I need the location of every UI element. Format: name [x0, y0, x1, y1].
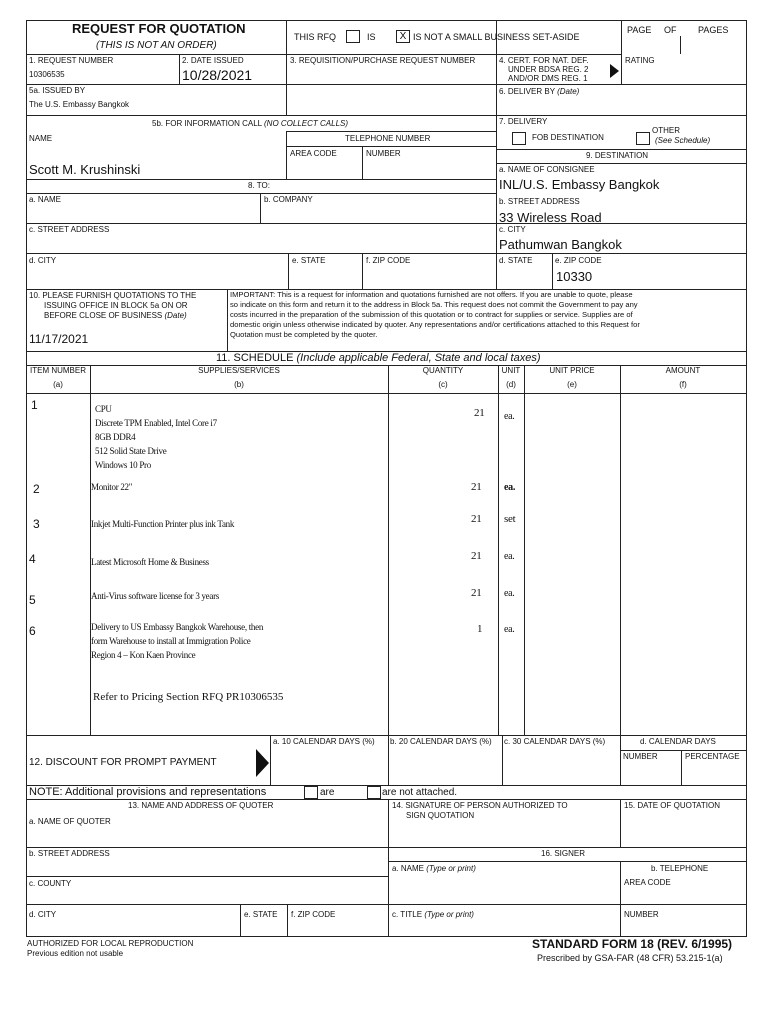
schedule-title: 11. SCHEDULE (Include applicable Federal, State and local taxes) [216, 352, 541, 364]
cert-arrow-icon [610, 64, 619, 78]
date-of-quotation-label: 15. DATE OF QUOTATION [624, 801, 721, 810]
to-city-label: d. CITY [29, 256, 57, 265]
this-rfq-label: THIS RFQ [294, 32, 336, 42]
date-issued-value[interactable]: 10/28/2021 [182, 67, 253, 83]
dest-city-label: c. CITY [499, 225, 526, 234]
signer-telephone-label: b. TELEPHONE [651, 864, 709, 873]
see-schedule-label: (See Schedule) [655, 136, 711, 145]
discount-30-days: c. 30 CALENDAR DAYS (%) [504, 737, 606, 746]
signer-number-label: NUMBER [624, 910, 659, 919]
item-desc-line: Latest Microsoft Home & Business [91, 557, 209, 567]
item-desc-line: 512 Solid State Drive [95, 446, 167, 456]
signature-label-1: 14. SIGNATURE OF PERSON AUTHORIZED TO [392, 801, 568, 810]
request-number-value[interactable]: 10306535 [29, 70, 65, 79]
item-unit: ea. [504, 411, 515, 422]
to-zip-label: f. ZIP CODE [366, 256, 411, 265]
dest-zip-value[interactable]: 10330 [556, 269, 593, 284]
date-issued-label: 2. DATE ISSUED [182, 56, 244, 65]
telephone-number-label: TELEPHONE NUMBER [345, 134, 431, 143]
provisions-are-not-checkbox[interactable] [367, 786, 381, 799]
discount-calendar-days: d. CALENDAR DAYS [640, 737, 716, 746]
important-line5: Quotation must be completed by the quoter. [230, 330, 378, 339]
rfq-is-checkbox[interactable] [346, 30, 360, 43]
provisions-are-label: are [320, 787, 335, 798]
item-unit: set [504, 513, 516, 525]
to-company-label: b. COMPANY [264, 195, 313, 204]
item-number: 1 [31, 398, 38, 412]
signature-label-2: SIGN QUOTATION [406, 811, 475, 820]
item-unit: ea. [504, 551, 515, 562]
item-number: 5 [29, 593, 36, 607]
name-label: NAME [29, 134, 53, 143]
of-label: OF [664, 25, 677, 35]
to-label: 8. TO: [248, 181, 270, 190]
dest-city-value[interactable]: Pathumwan Bangkok [499, 237, 622, 252]
provisions-are-not-label: are not attached. [382, 787, 458, 798]
quoter-street-label: b. STREET ADDRESS [29, 849, 110, 858]
contact-name-value[interactable]: Scott M. Krushinski [29, 162, 141, 177]
col-unit: UNIT (d) [501, 366, 521, 389]
pricing-reference: Refer to Pricing Section RFQ PR10306535 [93, 691, 284, 703]
col-amount: AMOUNT (f) [665, 366, 701, 389]
col-unit-price: UNIT PRICE (e) [549, 366, 595, 389]
number-label: NUMBER [366, 149, 401, 158]
quoter-state-label: e. STATE [244, 910, 278, 919]
block10-line2: ISSUING OFFICE IN BLOCK 5a ON OR [44, 301, 188, 310]
discount-10-days: a. 10 CALENDAR DAYS (%) [273, 737, 375, 746]
deliver-by-label: 6. DELIVER BY (Date) [499, 87, 580, 96]
signer-label: 16. SIGNER [541, 849, 586, 858]
item-desc-line: form Warehouse to install at Immigration Police [91, 636, 251, 646]
important-line4: domestic origin unless otherwise indicated by quoter. Any representations and/or certifications attached to this Request for [230, 320, 640, 329]
item-qty: 21 [471, 513, 482, 525]
item-desc-line: Discrete TPM Enabled, Intel Core i7 [95, 418, 217, 428]
quoter-zip-label: f. ZIP CODE [291, 910, 336, 919]
item-qty: 21 [471, 481, 482, 493]
discount-20-days: b. 20 CALENDAR DAYS (%) [390, 737, 492, 746]
quoter-name-address-label: 13. NAME AND ADDRESS OF QUOTER [128, 801, 274, 810]
item-number: 4 [29, 552, 36, 566]
item-qty: 1 [477, 623, 483, 635]
fob-destination-label: FOB DESTINATION [532, 133, 604, 142]
issued-by-label: 5a. ISSUED BY [29, 86, 86, 95]
block10-line1: 10. PLEASE FURNISH QUOTATIONS TO THE [29, 291, 197, 300]
consignee-value[interactable]: INL/U.S. Embassy Bangkok [499, 177, 660, 192]
discount-number: NUMBER [623, 752, 658, 761]
cert-label-3: AND/OR DMS REG. 1 [508, 74, 588, 83]
item-desc-line: Monitor 22" [91, 482, 133, 492]
item-number: 6 [29, 624, 36, 638]
page-label: PAGE [627, 25, 652, 35]
item-desc-line: 8GB DDR4 [95, 432, 136, 442]
col-item-number: ITEM NUMBER (a) [30, 366, 86, 389]
destination-label: 9. DESTINATION [586, 151, 649, 160]
block10-line3: BEFORE CLOSE OF BUSINESS (Date) [44, 311, 187, 320]
item-desc-line: Anti-Virus software license for 3 years [91, 591, 219, 601]
to-street-label: c. STREET ADDRESS [29, 225, 110, 234]
discount-percentage: PERCENTAGE [685, 752, 740, 761]
authorized-reproduction: AUTHORIZED FOR LOCAL REPRODUCTION [27, 939, 194, 948]
item-desc-line: CPU [95, 404, 112, 414]
requisition-label: 3. REQUISITION/PURCHASE REQUEST NUMBER [290, 56, 476, 65]
quoter-name-label: a. NAME OF QUOTER [29, 817, 111, 826]
col-quantity: QUANTITY (c) [422, 366, 464, 389]
item-desc-line: Windows 10 Pro [95, 460, 151, 470]
item-desc-line: Region 4 – Kon Kaen Province [91, 650, 196, 660]
discount-arrow-icon [256, 749, 269, 777]
quoter-county-label: c. COUNTY [29, 879, 72, 888]
to-state-label: e. STATE [292, 256, 326, 265]
dest-zip-label: e. ZIP CODE [555, 256, 602, 265]
not-small-business-checkbox[interactable] [396, 30, 410, 43]
fob-destination-checkbox[interactable] [512, 132, 526, 145]
signer-name-label: a. NAME (Type or print) [392, 864, 476, 873]
important-line1: IMPORTANT: This is a request for information and quotations furnished are not offers. If you are unable to quote, please [230, 290, 633, 299]
item-desc-line: Inkjet Multi-Function Printer plus ink Tank [91, 519, 235, 529]
prescribed-by: Prescribed by GSA-FAR (48 CFR) 53.215-1(a) [537, 953, 723, 963]
to-name-label: a. NAME [29, 195, 62, 204]
cert-label-1: 4. CERT. FOR NAT. DEF. [499, 56, 589, 65]
col-supplies: SUPPLIES/SERVICES (b) [198, 366, 280, 389]
item-unit: ea. [504, 624, 515, 635]
consignee-label: a. NAME OF CONSIGNEE [499, 165, 595, 174]
signer-area-code-label: AREA CODE [624, 878, 671, 887]
x-mark: X [399, 31, 407, 42]
important-line2: so indicate on this form and return it to the address in Block 5a. This request does not commit the Government to pay any [230, 300, 638, 309]
pages-label: PAGES [698, 25, 729, 35]
other-label: OTHER [652, 126, 680, 135]
dest-street-label: b. STREET ADDRESS [499, 197, 580, 206]
previous-edition: Previous edition not usable [27, 949, 124, 958]
note-text: NOTE: Additional provisions and representations [29, 786, 267, 798]
form-subtitle: (THIS IS NOT AN ORDER) [96, 40, 217, 51]
is-label: IS [367, 32, 376, 42]
issued-by-value[interactable]: The U.S. Embassy Bangkok [29, 100, 130, 109]
item-unit: ea. [504, 588, 515, 599]
item-number: 2 [33, 482, 40, 496]
delivery-label: 7. DELIVERY [499, 117, 548, 126]
form-title: REQUEST FOR QUOTATION [72, 21, 246, 36]
quoter-city-label: d. CITY [29, 910, 57, 919]
info-call-label: 5b. FOR INFORMATION CALL (NO COLLECT CALLS) [152, 119, 349, 128]
item-qty: 21 [474, 407, 485, 419]
request-number-label: 1. REQUEST NUMBER [29, 56, 114, 65]
dest-street-value[interactable]: 33 Wireless Road [499, 210, 602, 225]
signer-title-label: c. TITLE (Type or print) [392, 910, 474, 919]
important-line3: costs incurred in the preparation of the submission of this quotation or to contract for supplies or service. Supplies are of [230, 310, 633, 319]
item-unit: ea. [504, 482, 516, 493]
item-desc-line: Delivery to US Embassy Bangkok Warehouse, then [91, 622, 264, 632]
standard-form-number: STANDARD FORM 18 (REV. 6/1995) [532, 937, 733, 951]
provisions-are-checkbox[interactable] [304, 786, 318, 799]
quote-due-date[interactable]: 11/17/2021 [29, 332, 89, 346]
other-checkbox[interactable] [636, 132, 650, 145]
not-small-business-label: IS NOT A SMALL BUSINESS SET-ASIDE [413, 32, 580, 42]
cert-label-2: UNDER BDSA REG. 2 [508, 65, 589, 74]
rating-label: RATING [625, 56, 655, 65]
item-qty: 21 [471, 550, 482, 562]
item-number: 3 [33, 517, 40, 531]
dest-state-label: d. STATE [499, 256, 533, 265]
item-qty: 21 [471, 587, 482, 599]
discount-label: 12. DISCOUNT FOR PROMPT PAYMENT [29, 757, 217, 768]
area-code-label: AREA CODE [290, 149, 337, 158]
